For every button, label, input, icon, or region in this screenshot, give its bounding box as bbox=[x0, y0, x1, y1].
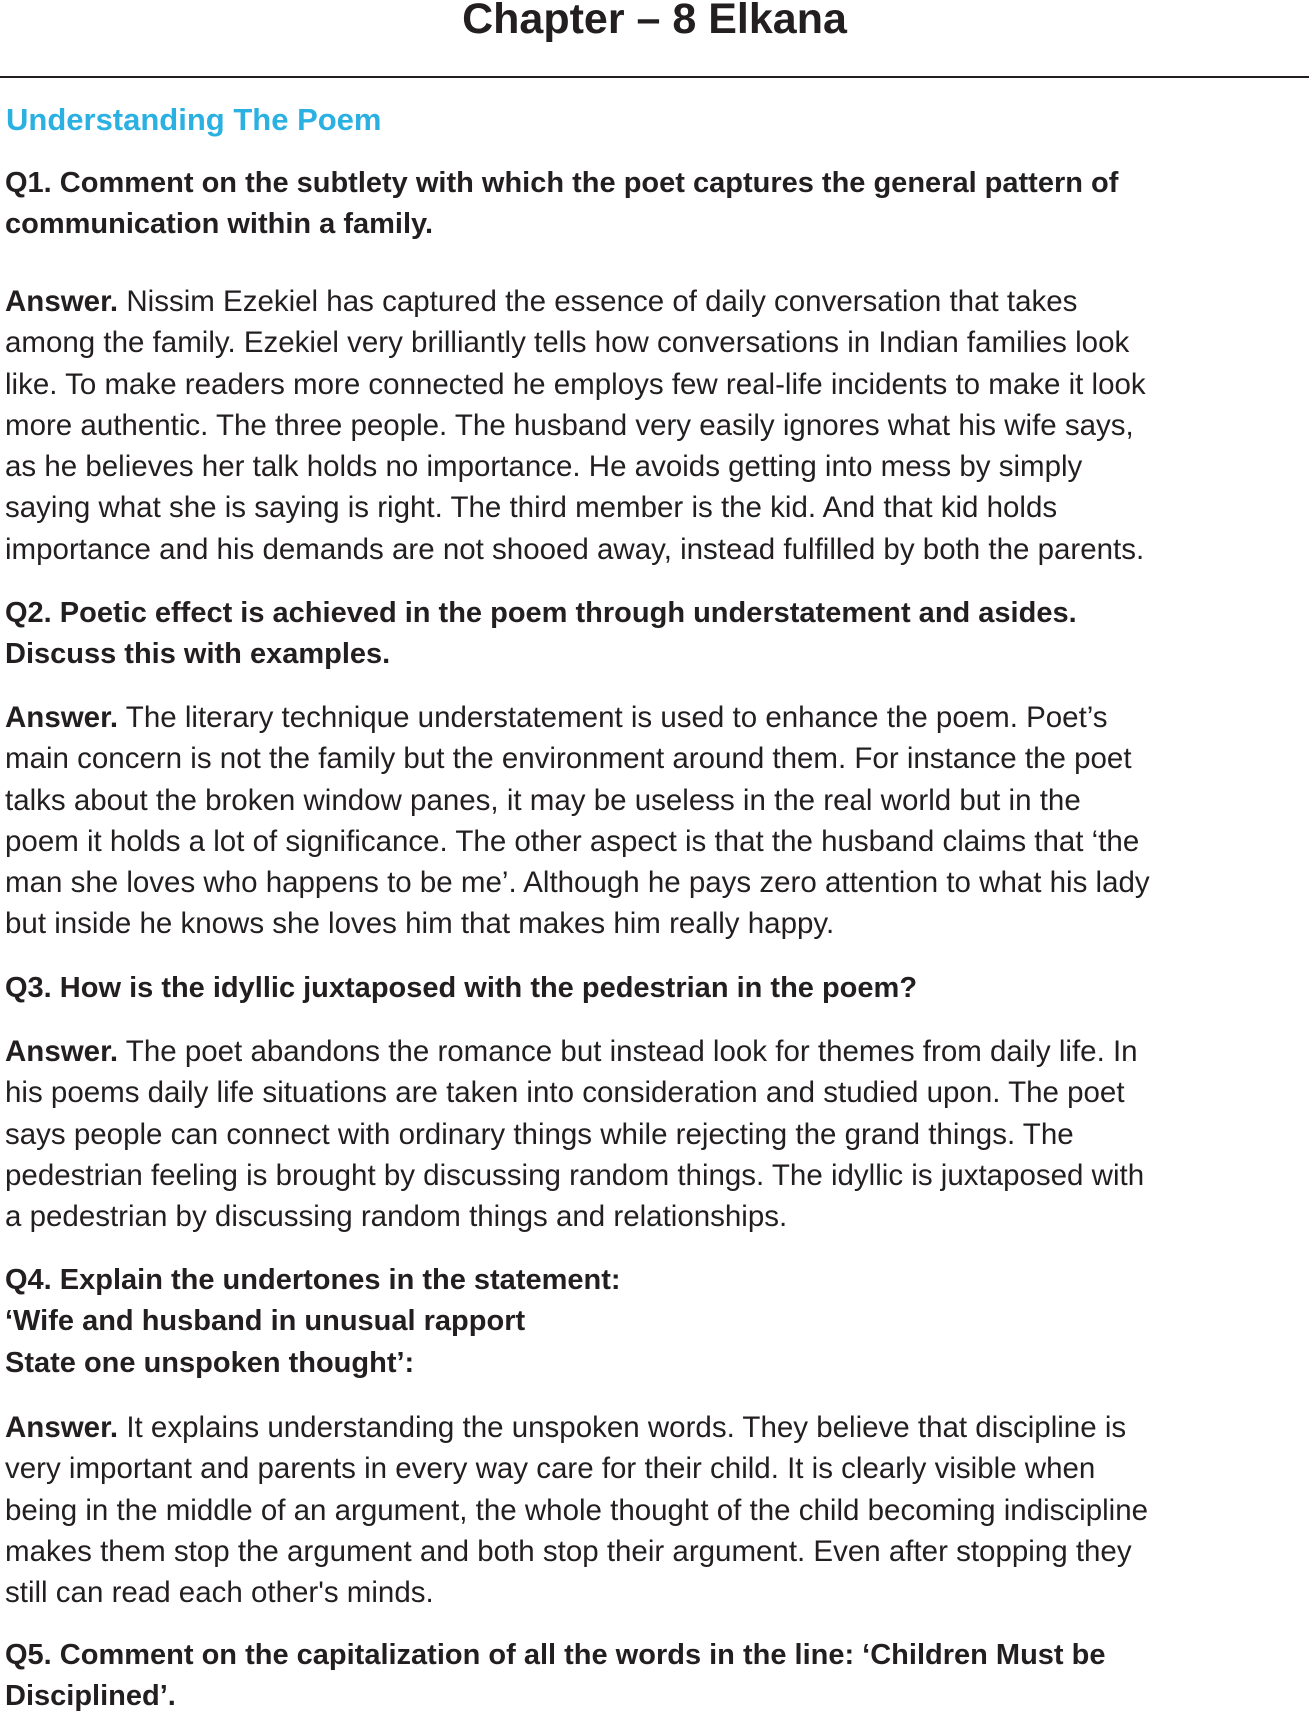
answer-line: makes them stop the argument and both stop their argument. Even after stopping they bbox=[5, 1534, 1132, 1568]
question-line: State one unspoken thought’: bbox=[5, 1346, 415, 1379]
question-line: Q1. Comment on the subtlety with which the poet captures the general pattern of bbox=[5, 167, 1119, 199]
answer-2 bbox=[5, 697, 1150, 945]
answer-line bbox=[5, 281, 1146, 322]
answer-line: a pedestrian by discussing random things and relationships. bbox=[5, 1200, 788, 1234]
question-4 bbox=[5, 1260, 621, 1384]
question-line: Discuss this with examples. bbox=[5, 638, 391, 671]
answer-line: very important and parents in every way care for their child. It is clearly visible when bbox=[5, 1452, 1096, 1486]
answer-4 bbox=[5, 1407, 1148, 1613]
question-line: communication within a family. bbox=[5, 208, 434, 241]
answer-line: like. To make readers more connected he employs few real-life incidents to make it look bbox=[5, 367, 1146, 401]
answer-line: saying what she is saying is right. The third member is the kid. And that kid holds bbox=[5, 491, 1058, 525]
answer-line: main concern is not the family but the environment around them. For instance the poet bbox=[5, 742, 1132, 776]
title-divider bbox=[0, 76, 1309, 78]
answer-line bbox=[5, 1031, 1144, 1072]
section-heading: Understanding The Poem bbox=[6, 102, 382, 137]
answer-line: still can read each other's minds. bbox=[5, 1576, 434, 1610]
question-line: Q3. How is the idyllic juxtaposed with the pedestrian in the poem? bbox=[5, 972, 918, 1004]
answer-text: The poet abandons the romance but instead look for themes from daily life. In bbox=[118, 1035, 1138, 1068]
answer-text: It explains understanding the unspoken words. They believe that discipline is bbox=[118, 1411, 1127, 1444]
answer-3 bbox=[5, 1031, 1144, 1237]
answer-label: Answer. bbox=[5, 1411, 119, 1444]
question-5 bbox=[5, 1635, 1105, 1718]
answer-line: his poems daily life situations are taken into consideration and studied upon. The poet bbox=[5, 1076, 1125, 1110]
answer-line: among the family. Ezekiel very brilliantly tells how conversations in Indian families look bbox=[5, 326, 1130, 360]
question-1 bbox=[5, 163, 1118, 246]
answer-line bbox=[5, 697, 1150, 738]
answer-text: The literary technique understatement is used to enhance the poem. Poet’s bbox=[118, 701, 1108, 734]
page-title: Chapter – 8 Elkana bbox=[462, 0, 847, 43]
answer-line: as he believes her talk holds no importance. He avoids getting into mess by simply bbox=[5, 450, 1083, 484]
answer-line: says people can connect with ordinary things while rejecting the grand things. The bbox=[5, 1117, 1074, 1151]
answer-line: poem it holds a lot of significance. The other aspect is that the husband claims that ‘the bbox=[5, 824, 1140, 858]
answer-label: Answer. bbox=[5, 1035, 119, 1068]
answer-line: being in the middle of an argument, the whole thought of the child becoming indiscipline bbox=[5, 1493, 1149, 1527]
answer-line bbox=[5, 1407, 1148, 1448]
question-line: Q5. Comment on the capitalization of all the words in the line: ‘Children Must be bbox=[5, 1639, 1106, 1671]
answer-line: man she loves who happens to be me’. Although he pays zero attention to what his lady bbox=[5, 866, 1150, 900]
answer-label: Answer. bbox=[5, 285, 119, 318]
question-line: Q2. Poetic effect is achieved in the poem through understatement and asides. bbox=[5, 597, 1077, 629]
question-2 bbox=[5, 593, 1077, 676]
question-line: ‘Wife and husband in unusual rapport bbox=[5, 1305, 526, 1338]
answer-line: importance and his demands are not shooed away, instead fulfilled by both the parents. bbox=[5, 532, 1145, 566]
question-3 bbox=[5, 968, 917, 1009]
answer-label: Answer. bbox=[5, 701, 119, 734]
answer-line: but inside he knows she loves him that makes him really happy. bbox=[5, 907, 835, 941]
answer-line: pedestrian feeling is brought by discussing random things. The idyllic is juxtaposed with bbox=[5, 1158, 1145, 1192]
answer-line: talks about the broken window panes, it may be useless in the real world but in the bbox=[5, 783, 1081, 817]
answer-1 bbox=[5, 281, 1146, 570]
question-line: Disciplined’. bbox=[5, 1680, 176, 1713]
answer-text: Nissim Ezekiel has captured the essence of daily conversation that takes bbox=[118, 285, 1078, 318]
question-line: Q4. Explain the undertones in the statement: bbox=[5, 1264, 621, 1296]
answer-line: more authentic. The three people. The husband very easily ignores what his wife says, bbox=[5, 408, 1134, 442]
